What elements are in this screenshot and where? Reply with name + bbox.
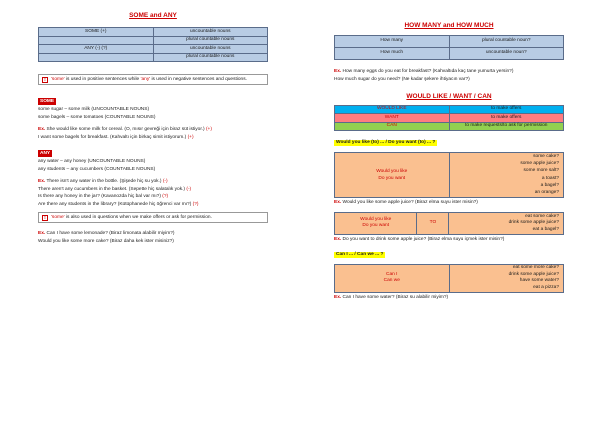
question-label: Would you like (to) ... / Do you want (to) ... ? <box>336 140 436 145</box>
some-any-table <box>38 27 268 62</box>
list-item: some bagels – some tomatoes (COUNTABLE NOUNS) <box>38 114 156 120</box>
how-examples <box>334 69 564 84</box>
table-cell: uncountable nouns <box>153 28 268 37</box>
want-to-table <box>334 212 564 235</box>
example-line: Ex. There isn't any water in the bottle. (Şişede hiç su yok.) (-) <box>38 179 168 184</box>
table-row <box>39 53 268 62</box>
offers-examples <box>38 230 268 245</box>
table-cell: SOME (+) <box>39 28 154 37</box>
table-cell: How many <box>335 36 450 48</box>
table-cell: uncountable noun? <box>449 48 564 60</box>
right-column <box>334 22 564 301</box>
table-row <box>39 28 268 37</box>
example-line: Is there any honey in the jar? (Kavanozda hiç bal var mı?) (?) <box>38 194 169 199</box>
table-cell: Would you like Do you want <box>335 152 450 197</box>
note-text: 'some' is also used in questions when we make offers or ask for permission. <box>51 214 212 220</box>
table-row <box>39 45 268 54</box>
left-column <box>38 12 268 245</box>
some-any-title: SOME and ANY <box>129 12 177 19</box>
any-section <box>38 150 268 208</box>
table-cell: Would you like Do you want <box>335 213 417 235</box>
exclamation-icon: ! <box>42 77 48 83</box>
how-many-much-title: HOW MANY and HOW MUCH <box>404 22 494 29</box>
table-cell: to make offers <box>449 105 564 114</box>
table-row <box>335 48 564 60</box>
table-cell: TO <box>417 213 449 235</box>
how-many-much-table <box>334 35 564 60</box>
example-line: I want some bagels for breakfast. (Kahvaltı için birkaç simit istiyorum.) (+) <box>38 134 194 140</box>
example-line: Ex. Do you want to drink some apple juice? (Biraz elma suyu içmek ister misin?) <box>334 236 505 242</box>
example-line: Ex. Can I have some lemonade? (Biraz limonata alabilir miyim?) <box>38 231 175 236</box>
would-like-title: WOULD LIKE / WANT / CAN <box>406 92 492 100</box>
example-line: How much sugar do you need? (Ne kadar şekere ihtiyacın var?) <box>334 76 470 82</box>
table-row <box>335 122 564 131</box>
table-cell: to make offers <box>449 114 564 123</box>
note-text: 'some' is used in positive sentences while 'any' is used in negative sentences and questions. <box>51 76 247 82</box>
list-item: some sugar – some milk (UNCOUNTABLE NOUNS) <box>38 107 150 112</box>
would-like-table <box>334 152 564 198</box>
table-cell: WOULD LIKE <box>335 105 450 114</box>
example-line: Ex. Can I have some water? (Biraz su alabilir miyim?) <box>334 294 449 300</box>
example-line: Ex. Would you like some apple juice? (Biraz elma suyu ister misin?) <box>334 199 478 205</box>
some-section <box>38 98 268 141</box>
table-row <box>335 152 564 197</box>
example-line: Are there any students in the library? (Kütüphanede hiç öğrenci var mı?) (?) <box>38 201 199 207</box>
table-cell: eat some more cake? drink some apple juice? have some water? eat a pizza? <box>449 264 564 292</box>
table-cell: WANT <box>335 114 450 123</box>
table-cell: Can I Can we <box>335 264 450 292</box>
list-item: any water – any honey (UNCOUNTABLE NOUNS) <box>38 159 146 164</box>
example-line: Ex. How many eggs do you eat for breakfast? (Kahvaltıda kaç tane yumurta yersin?) <box>334 69 514 74</box>
table-row <box>335 264 564 292</box>
table-row <box>335 105 564 114</box>
table-cell: CAN <box>335 122 450 131</box>
table-cell: eat some cake? drink some apple juice? eat a bagel? <box>449 213 564 235</box>
table-row <box>335 213 564 235</box>
example-line: Would you like some more cake? (Biraz daha kek ister misiniz?) <box>38 238 174 244</box>
table-cell: How much <box>335 48 450 60</box>
table-row <box>335 36 564 48</box>
table-cell: ANY (-) (?) <box>39 45 154 54</box>
wwc-table <box>334 105 564 132</box>
example-line: There aren't any cucumbers in the basket. (Sepette hiç salatalık yok.) (-) <box>38 186 192 192</box>
table-cell <box>39 36 154 45</box>
example-line: Ex. She would like some milk for cereal. (O, mısır gevreği için biraz süt istiyor.) (+) <box>38 127 212 132</box>
note-offers <box>38 212 268 223</box>
table-cell: uncountable nouns <box>153 45 268 54</box>
note-some-any <box>38 74 268 85</box>
table-cell <box>39 53 154 62</box>
exclamation-icon: ! <box>42 215 48 221</box>
table-row <box>335 114 564 123</box>
table-row <box>39 36 268 45</box>
any-label: ANY <box>40 151 51 156</box>
can-table <box>334 264 564 293</box>
table-cell: to make requests/to ask for permission <box>449 122 564 131</box>
some-label: SOME <box>40 99 55 104</box>
table-cell: plural countable noun? <box>449 36 564 48</box>
table-cell: some cake? some apple juice? some more salt? a toast? a bagel? an orange? <box>449 152 564 197</box>
list-item: any students – any cucumbers (COUNTABLE NOUNS) <box>38 166 156 172</box>
table-cell: plural countable nouns <box>153 36 268 45</box>
question-label: Can I ... / Can we ... ? <box>336 252 384 258</box>
table-cell: plural countable nouns <box>153 53 268 62</box>
